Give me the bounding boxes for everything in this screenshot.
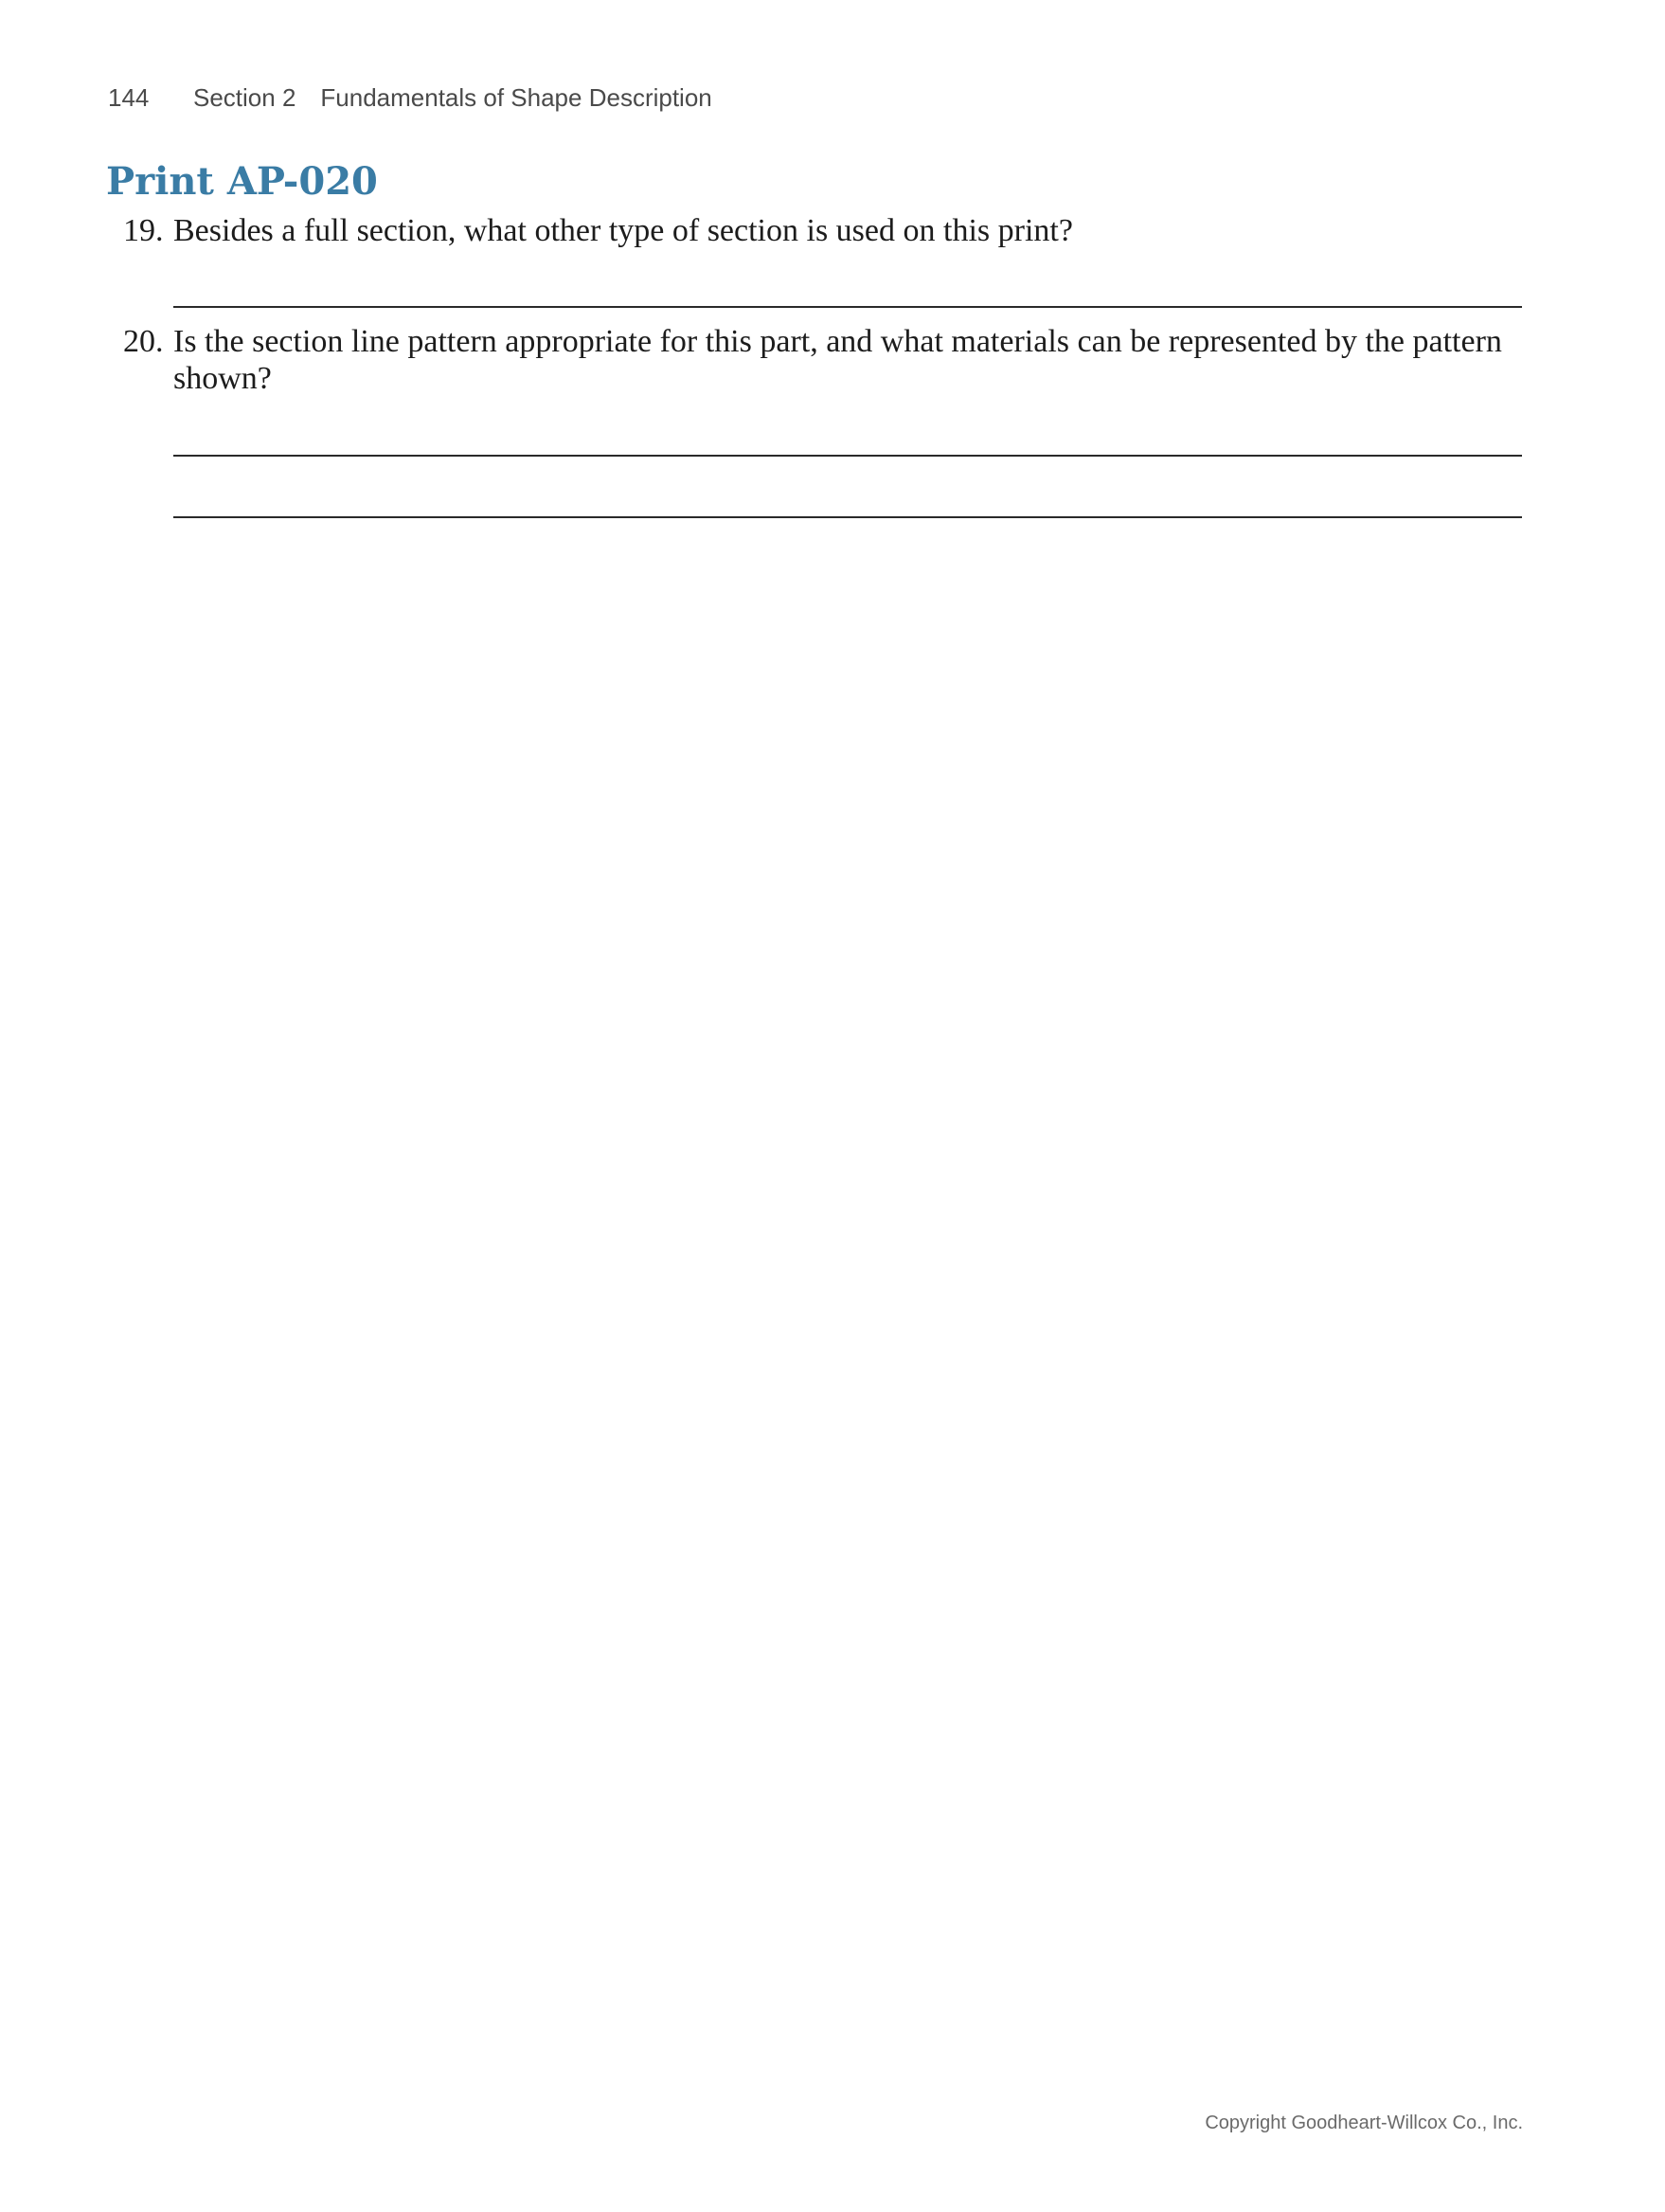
section-label: Section 2 xyxy=(193,83,296,112)
answer-line-20-first[interactable] xyxy=(173,455,1522,457)
answer-line-19[interactable] xyxy=(173,306,1522,308)
question-number: 20. xyxy=(123,324,164,359)
page-number: 144 xyxy=(108,83,150,112)
chapter-title: Fundamentals of Shape Description xyxy=(320,83,712,112)
question-text: Is the section line pattern appropriate for this part, and what materials can be represented by the pattern shown? xyxy=(173,324,1502,396)
copyright-notice: Copyright Goodheart-Willcox Co., Inc. xyxy=(1205,2113,1523,2133)
answer-line-20-second[interactable] xyxy=(173,516,1522,518)
question-19 xyxy=(123,212,1525,249)
question-20 xyxy=(123,323,1525,397)
question-number: 19. xyxy=(123,213,164,248)
running-head xyxy=(108,83,712,113)
print-title: Print AP-020 xyxy=(106,159,378,204)
question-text: Besides a full section, what other type of section is used on this print? xyxy=(173,213,1073,248)
